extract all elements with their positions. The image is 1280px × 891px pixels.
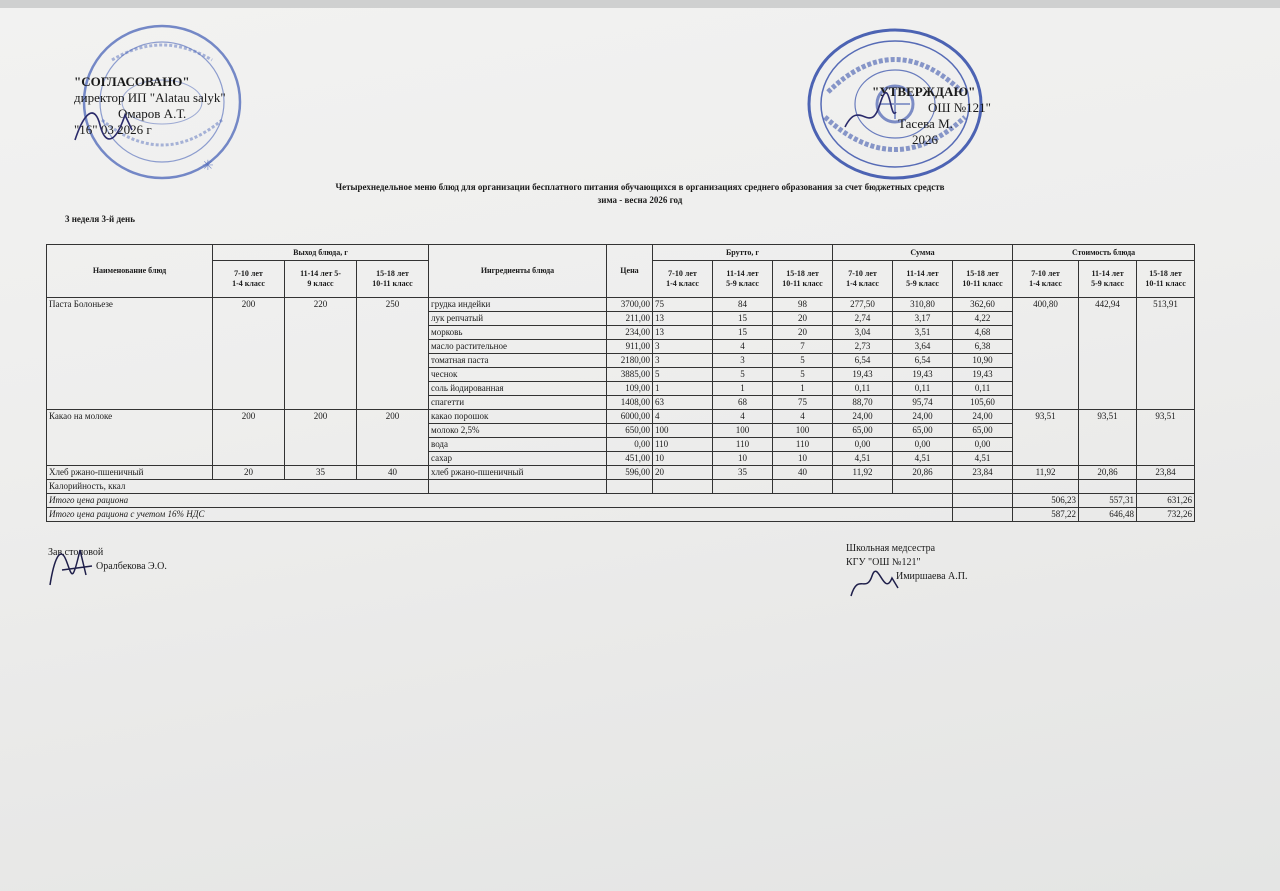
calories-row (47, 480, 1195, 494)
brutto-value: 15 (713, 312, 773, 326)
header-sum-g2: 11-14 лет 5-9 класс (893, 261, 953, 298)
brutto-value: 4 (773, 410, 833, 424)
sum-value: 65,00 (953, 424, 1013, 438)
header-ingredients: Ингредиенты блюда (429, 245, 607, 298)
table-row (47, 298, 1195, 312)
header-cost: Стоимость блюда (1013, 245, 1195, 261)
left-approval-signature (70, 100, 140, 150)
sum-value: 11,92 (833, 466, 893, 480)
svg-text:✳: ✳ (202, 158, 214, 174)
header-cost-g3: 15-18 лет 10-11 класс (1137, 261, 1195, 298)
brutto-value: 35 (713, 466, 773, 480)
total-label: Итого цена рациона (47, 494, 953, 508)
sum-value: 3,17 (893, 312, 953, 326)
signature-name: Имиршаева А.П. (896, 571, 968, 582)
sum-value: 277,50 (833, 298, 893, 312)
total-vat-value: 646,48 (1079, 508, 1137, 522)
sum-value: 6,38 (953, 340, 1013, 354)
ingredient-price: 911,00 (607, 340, 653, 354)
brutto-value: 3 (653, 340, 713, 354)
ingredient-price: 211,00 (607, 312, 653, 326)
menu-table (46, 244, 1195, 522)
ingredient-price: 650,00 (607, 424, 653, 438)
header-br-g3: 15-18 лет 10-11 класс (773, 261, 833, 298)
total-vat-label: Итого цена рациона с учетом 16% НДС (47, 508, 953, 522)
document-subtitle: зима - весна 2026 год (597, 195, 683, 205)
signature-role: Школьная медсестра (846, 543, 936, 554)
ingredient-name: какао порошок (429, 410, 607, 424)
ingredient-price: 3885,00 (607, 368, 653, 382)
brutto-value: 110 (653, 438, 713, 452)
approval-left-head: "СОГЛАСОВАНО" (74, 74, 190, 89)
brutto-value: 5 (773, 368, 833, 382)
brutto-value: 40 (773, 466, 833, 480)
dish-cost: 93,51 (1137, 410, 1195, 466)
header-br-g2: 11-14 лет 5-9 класс (713, 261, 773, 298)
dish-name: Паста Болоньезе (47, 298, 213, 410)
brutto-value: 13 (653, 326, 713, 340)
brutto-value: 7 (773, 340, 833, 354)
calories-label: Калорийность, ккал (47, 480, 429, 494)
total-vat-value: 732,26 (1137, 508, 1195, 522)
header-dish: Наименование блюд (47, 245, 213, 298)
dish-cost: 93,51 (1013, 410, 1079, 466)
right-handwritten-signature (846, 564, 902, 604)
brutto-value: 20 (653, 466, 713, 480)
sum-value: 24,00 (893, 410, 953, 424)
table-row (47, 466, 1195, 480)
dish-cost: 442,94 (1079, 298, 1137, 410)
brutto-value: 4 (713, 410, 773, 424)
total-value: 557,31 (1079, 494, 1137, 508)
ingredient-name: морковь (429, 326, 607, 340)
header-cost-g2: 11-14 лет 5-9 класс (1079, 261, 1137, 298)
sum-value: 65,00 (833, 424, 893, 438)
dish-output: 220 (285, 298, 357, 410)
brutto-value: 1 (653, 382, 713, 396)
brutto-value: 68 (713, 396, 773, 410)
brutto-value: 10 (773, 452, 833, 466)
brutto-value: 100 (713, 424, 773, 438)
sum-value: 19,43 (833, 368, 893, 382)
sum-value: 19,43 (953, 368, 1013, 382)
sum-value: 0,11 (833, 382, 893, 396)
approval-left-line3: "16" 03 2026 г (74, 122, 152, 137)
left-handwritten-signature (42, 540, 102, 590)
total-value: 506,23 (1013, 494, 1079, 508)
header-price: Цена (607, 245, 653, 298)
week-day-label: 3 неделя 3-й день (65, 214, 135, 224)
signature-role: Зав.столовой (48, 547, 104, 558)
brutto-value: 75 (773, 396, 833, 410)
dish-cost: 400,80 (1013, 298, 1079, 410)
ingredient-name: хлеб ржано-пшеничный (429, 466, 607, 480)
brutto-value: 3 (713, 354, 773, 368)
header-cost-g1: 7-10 лет 1-4 класс (1013, 261, 1079, 298)
header-br-g1: 7-10 лет 1-4 класс (653, 261, 713, 298)
dish-output: 200 (213, 410, 285, 466)
brutto-value: 13 (653, 312, 713, 326)
sum-value: 6,54 (893, 354, 953, 368)
ingredient-name: чеснок (429, 368, 607, 382)
total-value: 631,26 (1137, 494, 1195, 508)
ingredient-name: спагетти (429, 396, 607, 410)
brutto-value: 100 (653, 424, 713, 438)
sum-value: 0,00 (833, 438, 893, 452)
dish-output: 40 (357, 466, 429, 480)
header-output: Выход блюда, г (213, 245, 429, 261)
ingredient-name: грудка индейки (429, 298, 607, 312)
ingredient-price: 451,00 (607, 452, 653, 466)
header-out-g2: 11-14 лет 5- 9 класс (285, 261, 357, 298)
sum-value: 88,70 (833, 396, 893, 410)
ingredient-name: лук репчатый (429, 312, 607, 326)
sum-value: 4,51 (953, 452, 1013, 466)
table-row (47, 410, 1195, 424)
brutto-value: 5 (713, 368, 773, 382)
ingredient-price: 3700,00 (607, 298, 653, 312)
dish-output: 250 (357, 298, 429, 410)
brutto-value: 15 (713, 326, 773, 340)
dish-output: 200 (285, 410, 357, 466)
header-out-g1: 7-10 лет 1-4 класс (213, 261, 285, 298)
brutto-value: 3 (653, 354, 713, 368)
sum-value: 19,43 (893, 368, 953, 382)
approval-left-line2: Омаров А.Т. (118, 106, 187, 121)
header-brutto: Брутто, г (653, 245, 833, 261)
ingredient-name: масло растительное (429, 340, 607, 354)
right-approval-signature (840, 92, 900, 142)
sum-value: 4,22 (953, 312, 1013, 326)
dish-name: Хлеб ржано-пшеничный (47, 466, 213, 480)
ingredient-name: соль йодированная (429, 382, 607, 396)
approval-right-line3: 2026 (912, 132, 938, 147)
sum-value: 0,00 (953, 438, 1013, 452)
ingredient-price: 1408,00 (607, 396, 653, 410)
sum-value: 95,74 (893, 396, 953, 410)
brutto-value: 63 (653, 396, 713, 410)
sum-value: 65,00 (893, 424, 953, 438)
dish-output: 35 (285, 466, 357, 480)
dish-output: 200 (213, 298, 285, 410)
ingredient-price: 2180,00 (607, 354, 653, 368)
sum-value: 3,64 (893, 340, 953, 354)
approval-right-line2: Тасева М. (898, 116, 953, 131)
brutto-value: 5 (653, 368, 713, 382)
brutto-value: 98 (773, 298, 833, 312)
total-vat-value: 587,22 (1013, 508, 1079, 522)
sum-value: 362,60 (953, 298, 1013, 312)
dish-output: 20 (213, 466, 285, 480)
ingredient-price: 6000,00 (607, 410, 653, 424)
sum-value: 24,00 (953, 410, 1013, 424)
dish-cost: 20,86 (1079, 466, 1137, 480)
total-vat-row (47, 508, 1195, 522)
sum-value: 0,00 (893, 438, 953, 452)
sum-value: 10,90 (953, 354, 1013, 368)
dish-cost: 93,51 (1079, 410, 1137, 466)
header-out-g3: 15-18 лет 10-11 класс (357, 261, 429, 298)
brutto-value: 4 (713, 340, 773, 354)
ingredient-price: 109,00 (607, 382, 653, 396)
sum-value: 4,51 (893, 452, 953, 466)
brutto-value: 110 (773, 438, 833, 452)
ingredient-name: сахар (429, 452, 607, 466)
dish-cost: 513,91 (1137, 298, 1195, 410)
approval-right-line1: ОШ №121" (928, 100, 991, 115)
dish-cost: 23,84 (1137, 466, 1195, 480)
sum-value: 310,80 (893, 298, 953, 312)
sum-value: 4,68 (953, 326, 1013, 340)
brutto-value: 20 (773, 326, 833, 340)
ingredient-name: молоко 2,5% (429, 424, 607, 438)
sum-value: 3,51 (893, 326, 953, 340)
header-sum-g1: 7-10 лет 1-4 класс (833, 261, 893, 298)
brutto-value: 4 (653, 410, 713, 424)
dish-cost: 11,92 (1013, 466, 1079, 480)
ingredient-price: 234,00 (607, 326, 653, 340)
sum-value: 2,73 (833, 340, 893, 354)
sum-value: 4,51 (833, 452, 893, 466)
brutto-value: 5 (773, 354, 833, 368)
ingredient-price: 0,00 (607, 438, 653, 452)
sum-value: 24,00 (833, 410, 893, 424)
sum-value: 20,86 (893, 466, 953, 480)
ingredient-price: 596,00 (607, 466, 653, 480)
brutto-value: 20 (773, 312, 833, 326)
brutto-value: 1 (713, 382, 773, 396)
brutto-value: 100 (773, 424, 833, 438)
brutto-value: 110 (713, 438, 773, 452)
approval-right-head: "УТВЕРЖДАЮ" (872, 84, 976, 99)
signature-name: Оралбекова Э.О. (96, 561, 167, 572)
sum-value: 3,04 (833, 326, 893, 340)
paper-edge (0, 0, 1280, 8)
sum-value: 0,11 (953, 382, 1013, 396)
header-sum: Сумма (833, 245, 1013, 261)
brutto-value: 1 (773, 382, 833, 396)
sum-value: 0,11 (893, 382, 953, 396)
sum-value: 2,74 (833, 312, 893, 326)
signature-org: КГУ "ОШ №121" (846, 557, 921, 568)
dish-name: Какао на молоке (47, 410, 213, 466)
document-title: Четырехнедельное меню блюд для организации бесплатного питания обучающихся в организациях среднего образования за счет бюджетных средств (335, 182, 945, 192)
total-row (47, 494, 1195, 508)
sum-value: 6,54 (833, 354, 893, 368)
ingredient-name: томатная паста (429, 354, 607, 368)
ingredient-name: вода (429, 438, 607, 452)
header-sum-g3: 15-18 лет 10-11 класс (953, 261, 1013, 298)
brutto-value: 75 (653, 298, 713, 312)
sum-value: 105,60 (953, 396, 1013, 410)
sum-value: 23,84 (953, 466, 1013, 480)
menu-table-body (47, 298, 1195, 522)
dish-output: 200 (357, 410, 429, 466)
brutto-value: 84 (713, 298, 773, 312)
approval-left-line1: директор ИП "Alatau salyk" (74, 90, 226, 105)
brutto-value: 10 (653, 452, 713, 466)
brutto-value: 10 (713, 452, 773, 466)
